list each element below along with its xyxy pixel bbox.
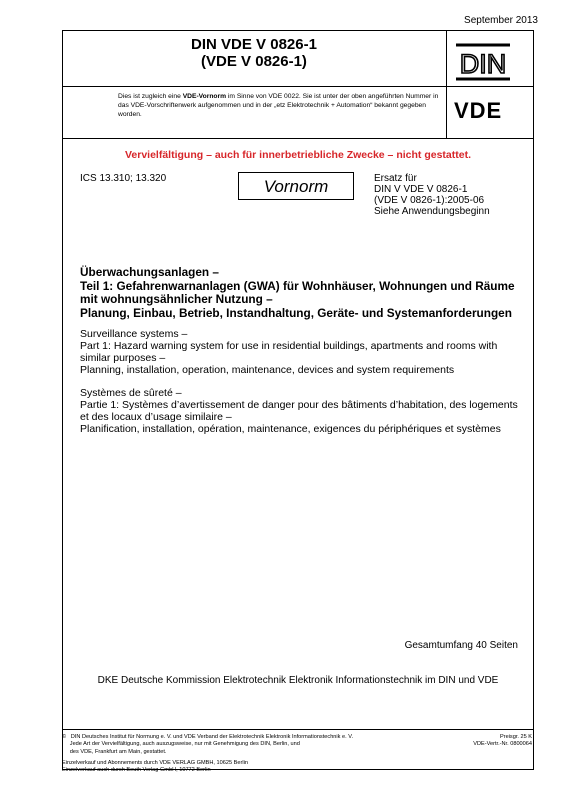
divider-note <box>62 138 534 139</box>
committee-name: DKE Deutsche Kommission Elektrotechnik Elektronik Informationstechnik im DIN und VDE <box>97 675 499 686</box>
total-pages: Gesamtumfang 40 Seiten <box>404 640 518 651</box>
title-de-line: Überwachungsanlagen – <box>80 265 219 279</box>
price-info <box>460 734 532 749</box>
vde-note <box>118 92 444 119</box>
title-french <box>80 387 520 435</box>
vde-order-number: VDE-Vertr.-Nr. 0800064 <box>473 741 532 748</box>
ics-code: ICS 13.310; 13.320 <box>80 173 167 184</box>
title-fr-line: Partie 1: Systèmes d’avertissement de danger pour des bâtiments d’habitation, des logements <box>80 399 518 411</box>
vde-number: (VDE V 0826-1) <box>201 53 307 70</box>
title-en-line: Planning, installation, operation, maintenance, devices and system requirements <box>80 364 455 376</box>
divider-footer <box>62 729 534 730</box>
title-de-line: Teil 1: Gefahrenwarnanlagen (GWA) für Wohnhäuser, Wohnungen und Räume <box>80 278 515 293</box>
copyright-notice <box>62 734 462 756</box>
standard-number: DIN VDE V 0826-1 <box>191 36 317 53</box>
title-fr-line: et des locaux d’usage similaire – <box>80 411 232 423</box>
replacement-line: Siehe Anwendungsbeginn <box>374 206 490 217</box>
title-german <box>80 266 520 320</box>
din-logo-text: DIN <box>459 49 507 79</box>
title-fr-line: Planification, installation, opération, maintenance, exigences du périphériques et systèmes <box>80 423 501 435</box>
title-en-line: Surveillance systems – <box>80 328 188 340</box>
divider-header <box>62 86 534 87</box>
vde-logo: VDE <box>454 98 503 123</box>
standard-number-block <box>62 36 446 70</box>
sales-line: Einzelverkauf auch durch Beuth Verlag GmbH, 10772 Berlin <box>62 767 211 774</box>
vde-note-bold: VDE-Vornorm <box>182 93 227 100</box>
replacement-line: Ersatz für <box>374 173 417 184</box>
replacement-line: (VDE V 0826-1):2005-06 <box>374 195 485 206</box>
title-fr-line: Systèmes de sûreté – <box>80 387 182 399</box>
title-en-line: similar purposes – <box>80 352 166 364</box>
copyright-line: des VDE, Frankfurt am Main, gestattet. <box>62 748 167 755</box>
copyright-line: © DIN Deutsches Institut für Normung e. V. und VDE Verband der Elektrotechnik Elektronik Informationstechnik e. V. <box>62 734 353 740</box>
vde-note-text-2: im Sinne von VDE 0022. Sie ist unter der oben angeführten Nummer in das VDE-Vorschriftenwerk aufgenommen und in der „etz Elektrotechnik + Automation“ bekannt gegeben worden. <box>118 93 439 118</box>
copyright-line: Jede Art der Vervielfältigung, auch auszugsweise, nur mit Genehmigung des DIN, Berlin, und <box>62 741 300 748</box>
reproduction-notice: Vervielfältigung – auch für innerbetriebliche Zwecke – nicht gestattet. <box>124 149 471 161</box>
sales-info <box>62 760 248 775</box>
title-de-line: mit wohnungsähnlicher Nutzung – <box>80 292 273 306</box>
publication-date: September 2013 <box>464 15 538 26</box>
logo-column-divider <box>446 30 447 138</box>
sales-line: Einzelverkauf und Abonnements durch VDE VERLAG GMBH, 10625 Berlin <box>62 760 248 766</box>
title-en-line: Part 1: Hazard warning system for use in residential buildings, apartments and rooms with <box>80 340 498 352</box>
title-english <box>80 328 520 376</box>
replacement-info <box>374 173 490 217</box>
din-logo <box>452 42 514 82</box>
title-de-line: Planung, Einbau, Betrieb, Instandhaltung, Geräte- und Systemanforderungen <box>80 305 512 320</box>
price-group: Preisgr. 25 K <box>499 734 532 740</box>
vde-note-text-1: Dies ist zugleich eine <box>118 93 183 100</box>
document-type-box: Vornorm <box>238 172 354 200</box>
replacement-line: DIN V VDE V 0826-1 <box>374 184 468 195</box>
